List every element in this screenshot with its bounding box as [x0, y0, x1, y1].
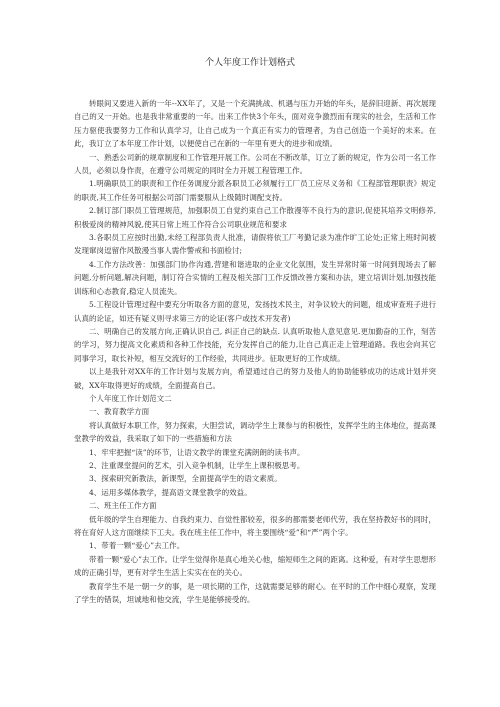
- item-1-paragraph: 1.明确职员工的职责和工作任务调度分派各职员工必须履行工厂员工应尽义务和《工程部管理职责》规定的职责,其工作任务可根据公司部门需要服从上级随时调配支持。: [74, 179, 436, 202]
- love-item-heading: 1、带着一颗“爱心”去工作。: [89, 541, 185, 551]
- teaching-item-3: 3、探索研究新教法，新课型，全面提高学生的语文素质。: [89, 474, 282, 484]
- item-5-paragraph: 5.工程设计管理过程中要充分听取各方面的意见，发扬技术民主，对争议较大的问题，组成审查班子进行认真的论证，如还有疑义则寻求第三方的论证(客户或技术开发者): [74, 300, 436, 323]
- intro-paragraph: 转眼间又要进入新的一年--XX年了，又是一个充满挑战、机遇与压力开始的年头，是辞旧迎新、再次展现自己的又一开始。也是我非常重要的一年。出来工作快3个年头，面对竞争激烈而有现实的社会，生活和工作压力驱使我要努力工作和认真学习，让自己成为一个真正有实力的管理者，为自己创造一个美好的未来。在此，我订立了本年度工作计划，以便使自己在新的一年里有更大的进步和成绩。: [74, 99, 436, 149]
- class-teacher-heading: 二、班主任工作方面: [89, 501, 157, 511]
- item-2-paragraph: 2.制订部门职员工管理规范，加强职员工自觉约束自己工作散漫等不良行为的意识,促使其培养文明修养,积极爱岗的精神风貌,使其日常上班工作符合公司职业规范和要求: [74, 206, 436, 229]
- teaching-heading: 一、教育教学方面: [89, 407, 150, 417]
- teaching-item-2: 2、注重课堂提问的艺术，引入竞争机制，让学生上课积极思考。: [89, 460, 305, 470]
- class-teacher-paragraph: 低年级的学生自理能力、自我约束力、自觉性都较差，很多的都需要老师代劳，我在坚持教好书的同时，将在育好人这方面继续下工夫。我在班主任工作中，将主要围绕“爱”和“严”两个字。: [74, 514, 436, 537]
- section-one-paragraph: 一、熟悉公司新的规章制度和工作管理开展工作。公司在不断改革，订立了新的规定，作为公司一名工作人员，必须以身作责，在遵守公司规定的同时全力开展工程管理工作。: [74, 152, 436, 176]
- item-4-paragraph: 4.工作方法改善：加强部门协作沟通,营建和谐进取的企业文化氛围，发生异常时第一时间到现场去了解问题,分析问题,解决问题，制订符合实情的工程及相关部门工作反馈改善方案和办法，建立培训计划,加强技能训练和心态教育,稳定人员流失。: [74, 259, 436, 296]
- item-3-paragraph: 3.各职员工应按时出勤,未经工程部负责人批准，请假将依工厂考勤记录为准作旷工论处;正常上班时间被发现窜岗逗留作风散漫当事人需作警戒和书面检讨;: [74, 233, 436, 256]
- section-two-paragraph: 二、明确自己的发展方向,正确认识自己, 纠正自己的缺点. 认真听取他人意见意见.更加勤奋的工作，刻苦的学习，努力提高文化素质和各种工作技能，充分发挥自己的能力,让自己真正走上管理道路。我也会向其它同事学习，取长补短，相互交流好的工作经验，共同进步。征取更好的工作成绩。: [74, 326, 436, 363]
- teaching-item-4: 4、运用多媒体教学，提高语文课堂教学的效益。: [89, 487, 252, 497]
- document-body: [74, 97, 436, 606]
- document-title: 个人年度工作计划格式: [204, 58, 295, 68]
- summary-paragraph: 以上是我针对XX年的工作计划与发展方向，希望通过自己的努力及他人的协助能够成功的达成计划并突破，XX年取得更好的成绩，全面提高自己。: [74, 367, 436, 390]
- teaching-item-1: 1、牢牢把握“读”的环节，让语文教学的课堂充满朗朗的读书声。: [89, 447, 305, 457]
- patience-paragraph: 教育学生不是一朝一夕的事，是一项长期的工作，这就需要足够的耐心。在平时的工作中细心观察，发现了学生的错误，坦诚地和他交流，学生是能够接受的。: [74, 581, 436, 605]
- teaching-paragraph: 将认真做好本职工作，努力探索，大胆尝试，调动学生上课参与的积极性，发挥学生的主体地位，提高课堂教学的效益，我采取了如下的一些措施和方法: [74, 420, 436, 444]
- sample-two-heading: 个人年度工作计划范文二: [89, 393, 172, 403]
- love-item-paragraph: 带着一颗“爱心”去工作。让学生觉得你是真心地关心他，缩短师生之间的距离。这种爱，有对学生思想形成的正确引导，更有对学生生活上实实在在的关心。: [74, 554, 436, 578]
